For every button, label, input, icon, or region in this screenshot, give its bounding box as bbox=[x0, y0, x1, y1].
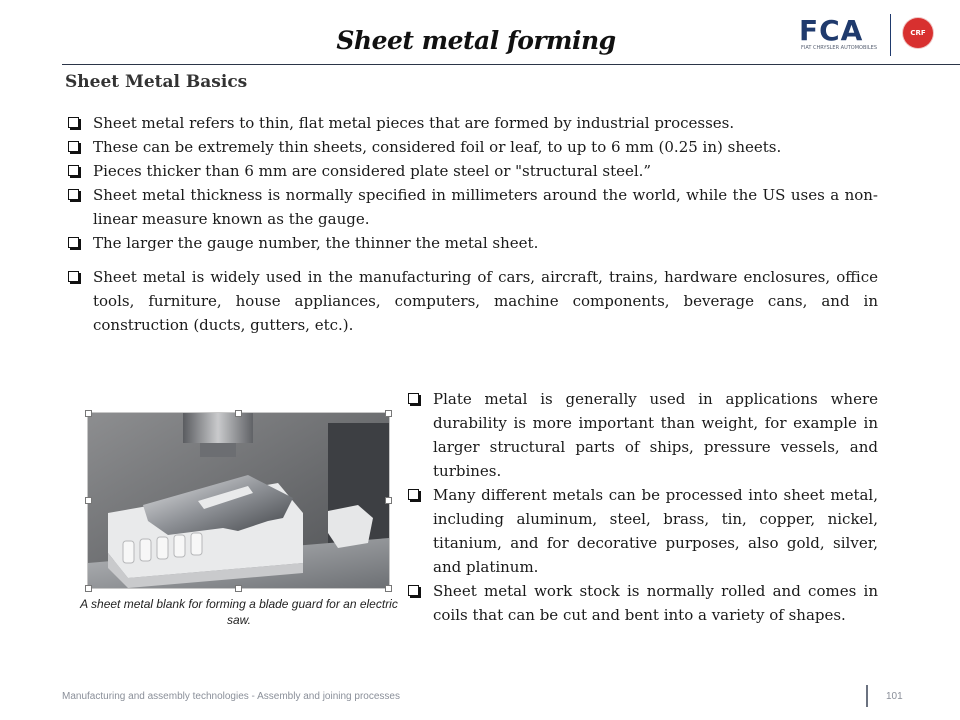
bullet-text: Sheet metal work stock is normally rolled and comes in coils that can be cut and bent into a variety of shapes. bbox=[433, 582, 878, 624]
checkbox-bullet-icon bbox=[408, 585, 419, 596]
checkbox-bullet-icon bbox=[68, 165, 79, 176]
checkbox-bullet-icon bbox=[68, 117, 79, 128]
bullet-text: Many different metals can be processed into sheet metal, including aluminum, steel, brass, tin, copper, nickel, titanium, and for decorative purposes, also gold, silver, and platinum. bbox=[433, 486, 878, 576]
photo-caption: A sheet metal blank for forming a blade guard for an electric saw. bbox=[80, 597, 398, 627]
fca-logo bbox=[796, 14, 882, 54]
bullet-item bbox=[66, 231, 878, 255]
photo-illustration bbox=[88, 413, 389, 588]
bullet-item bbox=[66, 159, 878, 183]
bullet-list-right bbox=[406, 387, 878, 627]
fca-logo-word: FCA bbox=[799, 14, 864, 47]
title-divider bbox=[62, 64, 960, 65]
sheet-metal-blank-photo[interactable] bbox=[87, 412, 390, 589]
bullet-item bbox=[66, 183, 878, 231]
resize-handle[interactable] bbox=[385, 497, 392, 504]
resize-handle[interactable] bbox=[85, 497, 92, 504]
checkbox-bullet-icon bbox=[68, 271, 79, 282]
crf-logo bbox=[903, 18, 933, 48]
bullet-item bbox=[66, 265, 878, 337]
page-number: 101 bbox=[886, 691, 903, 702]
checkbox-bullet-icon bbox=[68, 237, 79, 248]
bullet-list-top bbox=[66, 111, 878, 337]
bullet-item bbox=[406, 579, 878, 627]
bullet-text: Plate metal is generally used in applications where durability is more important than weight, for example in larger structural parts of ships, pressure vessels, and turbines. bbox=[433, 390, 878, 480]
bullet-text: Sheet metal is widely used in the manufacturing of cars, aircraft, trains, hardware enclosures, office tools, furniture, house appliances, computers, machine components, beverage cans, and in construction (ducts, gutters, etc.). bbox=[93, 268, 878, 334]
bullet-text: Sheet metal refers to thin, flat metal pieces that are formed by industrial processes. bbox=[93, 114, 735, 132]
slide-title: Sheet metal forming bbox=[336, 26, 616, 55]
bullet-item bbox=[406, 483, 878, 579]
logo-divider bbox=[890, 14, 891, 56]
checkbox-bullet-icon bbox=[408, 393, 419, 404]
bullet-text: Sheet metal thickness is normally specified in millimeters around the world, while the US uses a non-linear measure known as the gauge. bbox=[93, 186, 878, 228]
bullet-text: Pieces thicker than 6 mm are considered plate steel or "structural steel.” bbox=[93, 162, 652, 180]
section-heading: Sheet Metal Basics bbox=[65, 72, 248, 92]
crf-logo-text: CRF bbox=[910, 29, 926, 37]
footer-text: Manufacturing and assembly technologies - Assembly and joining processes bbox=[62, 691, 400, 702]
resize-handle[interactable] bbox=[385, 410, 392, 417]
resize-handle[interactable] bbox=[85, 585, 92, 592]
bullet-item bbox=[66, 135, 878, 159]
bullet-item bbox=[406, 387, 878, 483]
footer-divider bbox=[866, 685, 868, 707]
checkbox-bullet-icon bbox=[68, 141, 79, 152]
fca-logo-subtitle: FIAT CHRYSLER AUTOMOBILES bbox=[800, 45, 877, 51]
resize-handle[interactable] bbox=[235, 585, 242, 592]
bullet-text: These can be extremely thin sheets, considered foil or leaf, to up to 6 mm (0.25 in) sheets. bbox=[93, 138, 782, 156]
bullet-text: The larger the gauge number, the thinner the metal sheet. bbox=[93, 234, 539, 252]
checkbox-bullet-icon bbox=[408, 489, 419, 500]
resize-handle[interactable] bbox=[85, 410, 92, 417]
bullet-item bbox=[66, 111, 878, 135]
resize-handle[interactable] bbox=[385, 585, 392, 592]
checkbox-bullet-icon bbox=[68, 189, 79, 200]
resize-handle[interactable] bbox=[235, 410, 242, 417]
